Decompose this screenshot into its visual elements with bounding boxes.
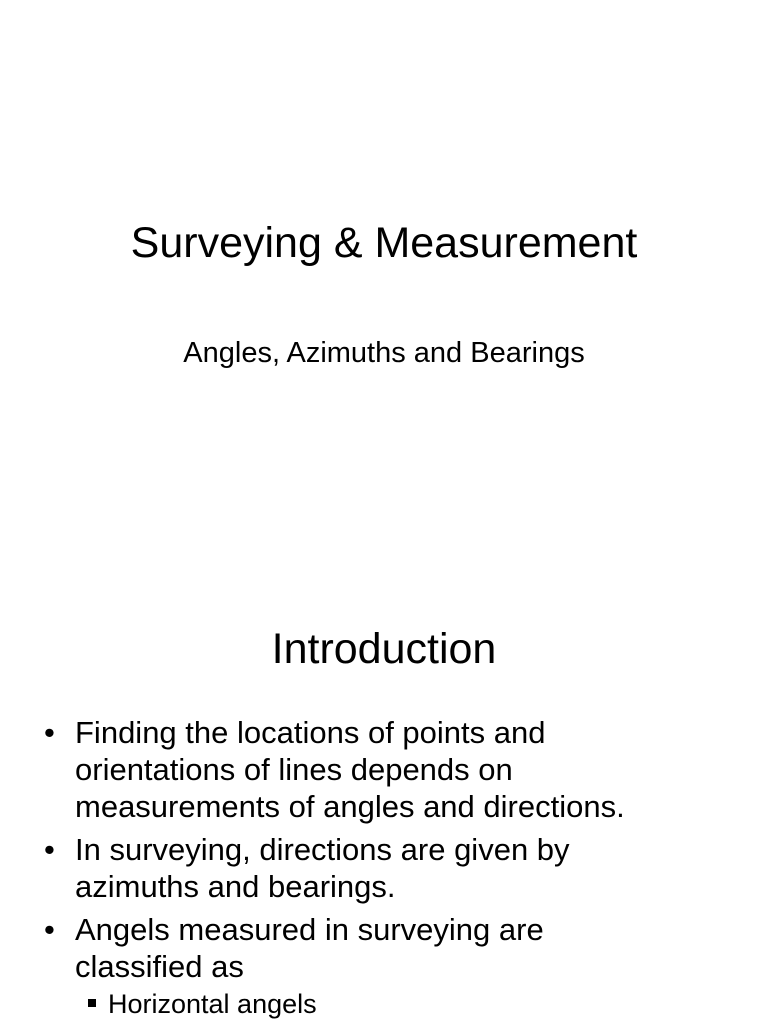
bullet-item <box>0 831 768 905</box>
bullet-line: azimuths and bearings. <box>75 869 396 904</box>
bullet-list <box>0 714 768 1024</box>
sub-bullet-text: Horizontal angels <box>108 989 317 1019</box>
bullet-dot-icon: • <box>44 832 55 867</box>
introduction-slide <box>0 576 768 1024</box>
bullet-line: Angels measured in surveying are <box>75 912 544 947</box>
bullet-line: classified as <box>75 949 244 984</box>
presentation-subtitle: Angles, Azimuths and Bearings <box>183 337 585 369</box>
bullet-line: orientations of lines depends on <box>75 752 513 787</box>
bullet-line: Finding the locations of points and <box>75 715 546 750</box>
bullet-line: In surveying, directions are given by <box>75 832 570 867</box>
square-bullet-icon <box>88 999 96 1007</box>
bullet-item <box>0 911 768 1021</box>
bullet-dot-icon: • <box>44 715 55 750</box>
slide-heading: Introduction <box>271 625 497 673</box>
bullet-dot-icon: • <box>44 912 55 947</box>
bullet-item <box>0 714 768 825</box>
sub-bullet-item <box>0 987 748 1021</box>
presentation-title: Surveying & Measurement <box>130 219 638 267</box>
bullet-line: measurements of angles and directions. <box>75 789 625 824</box>
